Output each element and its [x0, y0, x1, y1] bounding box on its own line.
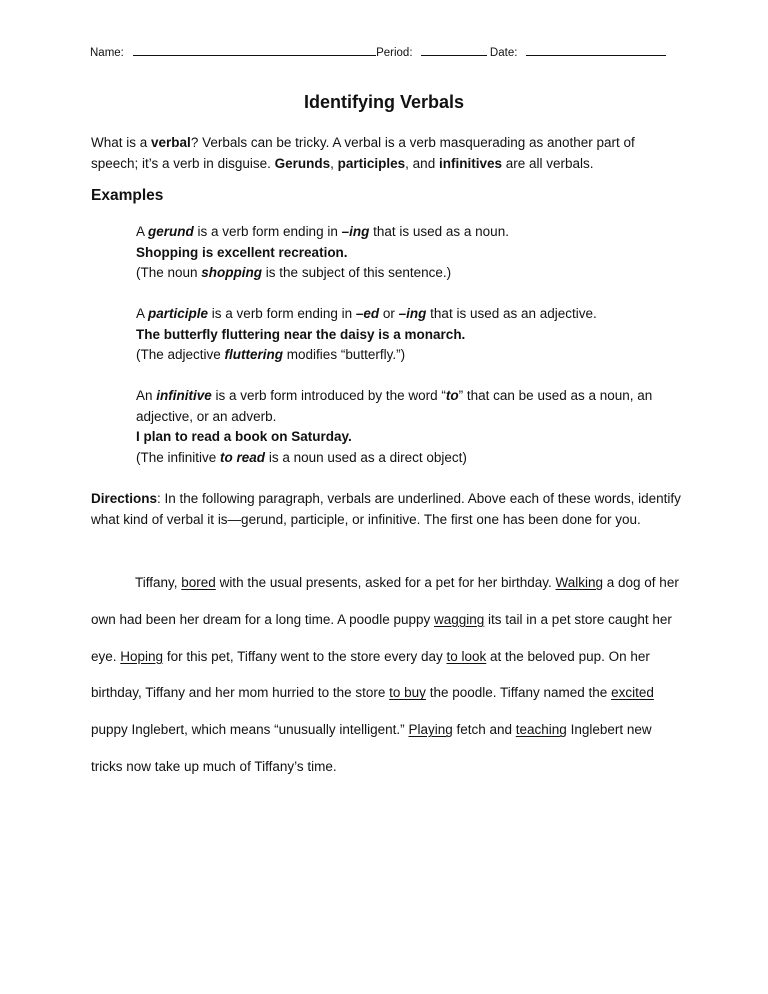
word-to: to [445, 388, 459, 403]
term-participles: participles [337, 156, 406, 171]
underlined-verbal: Hoping [120, 648, 164, 664]
date-blank [526, 45, 666, 56]
definition-text: that is used as an adjective. [426, 306, 597, 321]
example-note [136, 448, 681, 469]
definition-text: An [136, 388, 157, 403]
underlined-verbal: Playing [408, 722, 453, 738]
underlined-verbal: to look [446, 648, 487, 664]
intro-text: , and [405, 156, 439, 171]
sentence-text: I plan to read a book on Saturday. [136, 429, 352, 444]
note-term: fluttering [224, 347, 284, 362]
paragraph-text: Inglebert new tricks now take up much of Tiffany’s time. [91, 722, 652, 774]
name-blank [133, 45, 376, 56]
paragraph-text: fetch and [452, 722, 516, 738]
underlined-verbal: wagging [433, 611, 485, 627]
paragraph-text: a dog of her own had been her dream for a long time. A poodle puppy [91, 575, 679, 627]
date-label: Date: [489, 47, 518, 59]
example-infinitive [136, 386, 681, 468]
underlined-verbal: teaching [515, 722, 567, 738]
term-gerunds: Gerunds [274, 156, 331, 171]
term-gerund: gerund [148, 224, 194, 239]
paragraph-text: for this pet, Tiffany went to the store every day [163, 648, 447, 664]
example-note [136, 345, 681, 366]
page-title: Identifying Verbals [303, 92, 465, 112]
example-note [136, 263, 681, 284]
underlined-verbal: excited [611, 685, 654, 701]
ending-ed: –ed [355, 306, 380, 321]
note-text: modifies “butterfly.”) [283, 347, 406, 362]
intro-text: What is a [91, 135, 152, 150]
definition-text: is a verb form ending in [193, 224, 342, 239]
term-participle: participle [148, 306, 209, 321]
note-text: (The noun [136, 265, 202, 280]
period-blank [421, 45, 487, 56]
example-gerund [136, 222, 681, 284]
term-infinitives: infinitives [438, 156, 502, 171]
definition-text: is a verb form ending in [208, 306, 356, 321]
definition-text: A [136, 224, 149, 239]
intro-text: are all verbals. [501, 156, 594, 171]
definition-line [136, 386, 681, 427]
note-term: shopping [201, 265, 263, 280]
paragraph-text: its tail in a pet store caught her eye. [91, 611, 672, 664]
term-infinitive: infinitive [156, 388, 212, 403]
example-sentence [136, 427, 681, 448]
sentence-text: Shopping is excellent recreation. [136, 244, 348, 260]
paragraph-text: Tiffany, [135, 575, 182, 590]
examples-heading: Examples [91, 187, 164, 204]
definition-text: is a verb form introduced by the word “ [211, 388, 446, 403]
paragraph-text: the poodle. Tiffany named the [425, 685, 612, 701]
exercise-paragraph [91, 565, 681, 786]
definition-text: or [379, 306, 399, 321]
example-participle [136, 304, 681, 366]
name-label: Name: [90, 47, 124, 59]
paragraph-text: at the beloved pup. On her birthday, Tiffany and her mom hurried to the store [91, 648, 650, 701]
directions [91, 488, 681, 530]
period-label: Period: [376, 47, 413, 59]
example-sentence [136, 325, 681, 346]
paragraph-text: puppy Inglebert, which means “unusually intelligent.” [91, 722, 409, 738]
note-term: to read [220, 449, 266, 465]
note-text: is the subject of this sentence.) [262, 265, 452, 280]
ending-ing: –ing [341, 224, 370, 239]
sentence-text: The butterfly fluttering near the daisy is a monarch. [136, 326, 466, 342]
definition-text: that is used as a noun. [369, 224, 509, 239]
definition-text: A [136, 306, 149, 321]
directions-text: : In the following paragraph, verbals are underlined. Above each of these words, identify what kind of verbal it is—gerund, participle, or infinitive. The first one has been done for you. [91, 491, 681, 527]
underlined-verbal: Walking [555, 575, 604, 590]
underlined-verbal: bored [181, 575, 216, 590]
paragraph-text: with the usual presents, asked for a pet for her birthday. [215, 575, 556, 590]
intro-paragraph [91, 132, 681, 174]
note-text: (The adjective [136, 347, 225, 362]
note-text: is a noun used as a direct object) [265, 449, 467, 465]
underlined-verbal: to buy [389, 685, 426, 701]
term-verbal: verbal [151, 135, 191, 150]
definition-line [136, 304, 681, 325]
note-text: (The infinitive [136, 449, 221, 465]
intro-text: ? Verbals can be tricky. A verbal is a verb masquerading as another part of speech; it’s a verb in disguise. [91, 135, 635, 171]
intro-text: , [330, 156, 338, 171]
ending-ing: –ing [398, 306, 427, 321]
definition-text: ” that can be used as a noun, an adjective, or an adverb. [136, 388, 653, 424]
student-info-line [90, 45, 690, 59]
definition-line [136, 222, 681, 243]
directions-label: Directions [91, 491, 158, 506]
example-sentence [136, 243, 681, 264]
